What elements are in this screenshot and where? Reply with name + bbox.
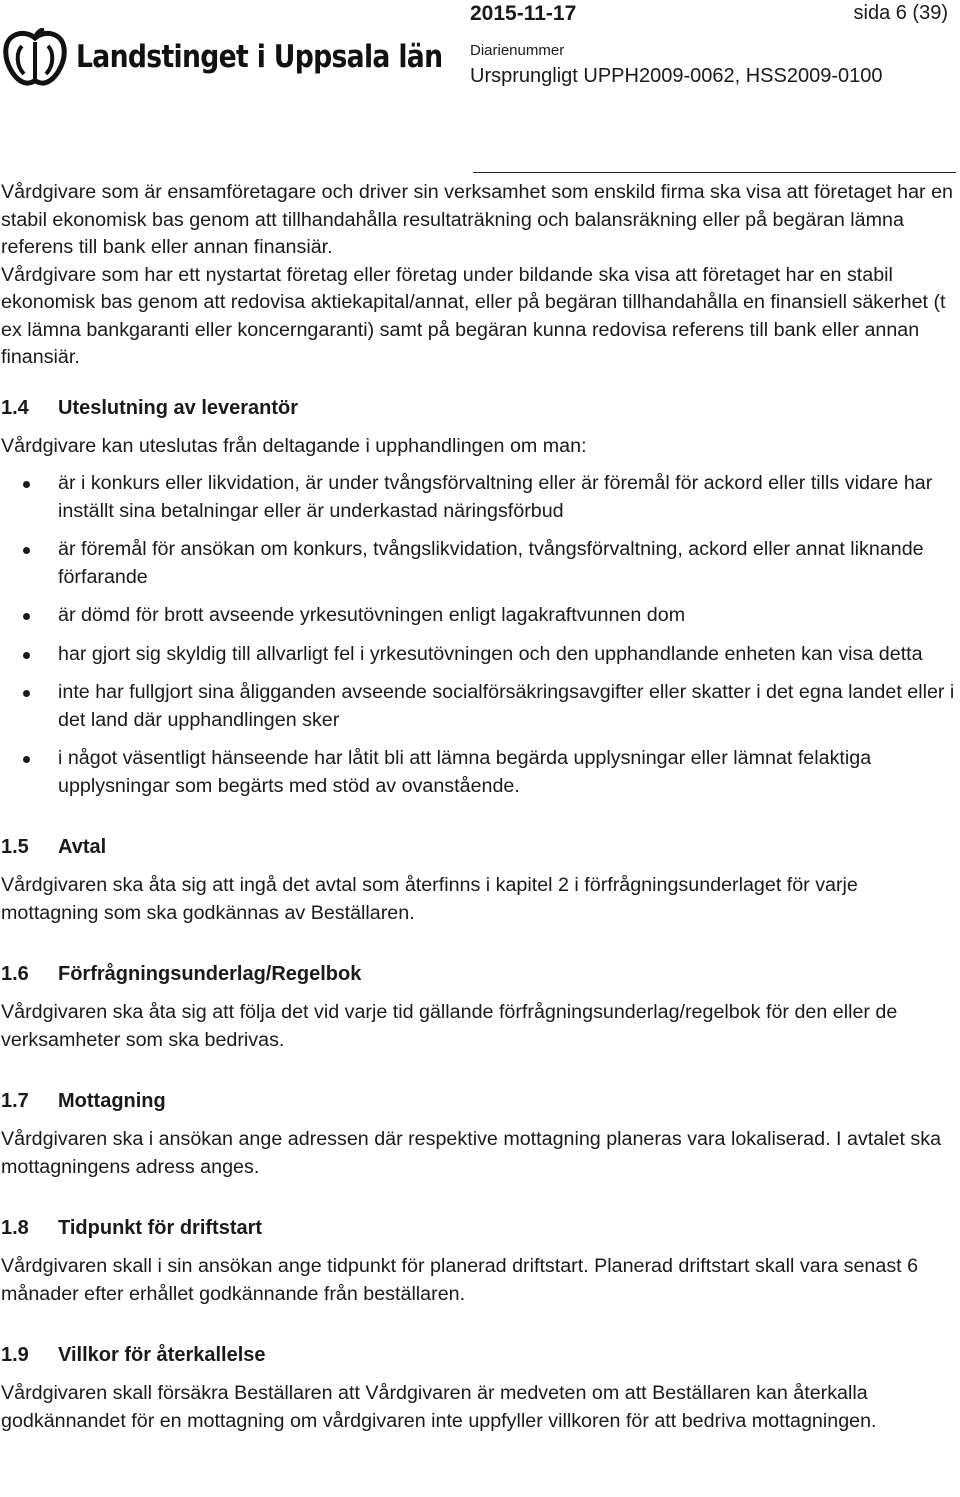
section-heading-1-8 bbox=[1, 1214, 956, 1242]
section-number: 1.4 bbox=[1, 396, 29, 419]
section-heading-1-9 bbox=[1, 1341, 956, 1369]
list-item-text: i något väsentligt hänseende har låtit bli att lämna begärda upplysningar eller lämnat felaktiga upplysningar som begärts med stöd av ovanstående. bbox=[58, 747, 872, 797]
list-item bbox=[1, 602, 956, 630]
paragraph: Vårdgivare som har ett nystartat företag eller företag under bildande ska visa att företaget har en stabil ekonomisk bas genom att redovisa aktiekapital/annat, eller på begäran tillhandahålla en finansiell säkerhet (t ex lämna bankgaranti eller koncerngaranti) samt på begäran kunna redovisa referens till bank eller annan finansiär. bbox=[1, 263, 946, 368]
paragraph: Vårdgivaren skall försäkra Beställaren att Vårdgivaren är medveten om att Beställaren kan återkalla godkännandet för en mottagning om vårdgivaren inte uppfyller villkoren för att bedriva mottagningen. bbox=[1, 1382, 877, 1432]
section-title: Avtal bbox=[58, 836, 107, 858]
diarie-value: Ursprungligt UPPH2009-0062, HSS2009-0100 bbox=[470, 65, 883, 87]
list-item bbox=[1, 536, 956, 591]
org-logo bbox=[2, 28, 502, 86]
diarie-label: Diarienummer bbox=[470, 42, 565, 59]
page-number: sida 6 (39) bbox=[853, 2, 948, 24]
paragraph: Vårdgivaren ska åta sig att ingå det avtal som återfinns i kapitel 2 i förfrågningsunderlaget för varje mottagning som ska godkännas av Beställaren. bbox=[1, 874, 858, 924]
bullet-icon bbox=[23, 613, 30, 620]
list-item bbox=[1, 745, 956, 800]
section-number: 1.5 bbox=[1, 836, 29, 858]
paragraph: Vårdgivaren ska åta sig att följa det vid varje tid gällande förfrågningsunderlag/regelbok för den eller de verksamheter som ska bedrivas. bbox=[1, 1001, 898, 1051]
section-number: 1.8 bbox=[1, 1217, 29, 1239]
section-number: 1.9 bbox=[1, 1344, 29, 1366]
header-divider bbox=[473, 172, 956, 173]
section-heading-1-7 bbox=[1, 1087, 956, 1115]
section-heading-1-6 bbox=[1, 960, 956, 988]
list-item bbox=[1, 641, 956, 669]
document-body bbox=[1, 179, 956, 1435]
list-item-text: har gjort sig skyldig till allvarligt fel i yrkesutövningen och den upphandlande enheten kan visa detta bbox=[58, 642, 923, 665]
exclusion-list bbox=[1, 470, 956, 800]
section-title: Villkor för återkallelse bbox=[58, 1344, 266, 1366]
document-date: 2015-11-17 bbox=[470, 2, 577, 25]
bullet-icon bbox=[23, 756, 30, 763]
section-number: 1.7 bbox=[1, 1090, 29, 1112]
section-heading-1-4 bbox=[1, 394, 956, 422]
list-item bbox=[1, 679, 956, 734]
paragraph: Vårdgivaren ska i ansökan ange adressen där respektive mottagning planeras vara lokaliserad. I avtalet ska mottagningens adress anges. bbox=[1, 1128, 942, 1178]
paragraph: Vårdgivaren skall i sin ansökan ange tidpunkt för planerad driftstart. Planerad driftstart skall vara senast 6 månader efter erhållet godkännande från beställaren. bbox=[1, 1255, 919, 1305]
section-number: 1.6 bbox=[1, 963, 29, 985]
list-item-text: är i konkurs eller likvidation, är under tvångsförvaltning eller är föremål för ackord eller tills vidare har inställt sina betalningar eller är underkastad näringsförbud bbox=[58, 472, 933, 522]
list-item-text: är föremål för ansökan om konkurs, tvångslikvidation, tvångsförvaltning, ackord eller annat liknande förfarande bbox=[58, 538, 924, 588]
section-title: Uteslutning av leverantör bbox=[58, 396, 299, 419]
section-title: Förfrågningsunderlag/Regelbok bbox=[58, 963, 362, 985]
org-name: Landstinget i Uppsala län bbox=[76, 39, 443, 75]
bullet-icon bbox=[23, 690, 30, 697]
apple-logo-icon bbox=[2, 28, 68, 86]
list-item-text: inte har fullgjort sina åligganden avseende socialförsäkringsavgifter eller skatter i det egna landet eller i det land där upphandlingen sker bbox=[58, 681, 955, 731]
bullet-icon bbox=[23, 652, 30, 659]
list-item bbox=[1, 470, 956, 525]
bullet-icon bbox=[23, 547, 30, 554]
list-item-text: är dömd för brott avseende yrkesutövningen enligt lagakraftvunnen dom bbox=[58, 604, 686, 626]
paragraph: Vårdgivare som är ensamföretagare och driver sin verksamhet som enskild firma ska visa att företaget har en stabil ekonomisk bas genom att tillhandahålla resultaträkning och balansräkning eller på begäran lämna referens till bank eller annan finansiär. bbox=[1, 181, 953, 258]
bullet-icon bbox=[23, 481, 30, 488]
page-header bbox=[0, 0, 960, 180]
section-title: Mottagning bbox=[58, 1090, 166, 1112]
section-title: Tidpunkt för driftstart bbox=[58, 1217, 263, 1239]
section-heading-1-5 bbox=[1, 833, 956, 861]
paragraph: Vårdgivare kan uteslutas från deltagande i upphandlingen om man: bbox=[1, 434, 587, 457]
